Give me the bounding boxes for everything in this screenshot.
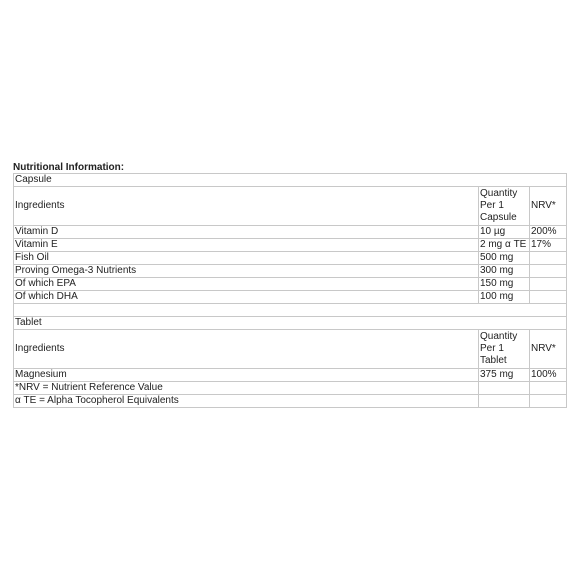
spacer-row — [14, 304, 567, 317]
section-label: Tablet — [14, 317, 567, 330]
ingredient-name: Of which EPA — [14, 278, 479, 291]
ingredient-quantity: 100 mg — [479, 291, 530, 304]
table-header-row — [14, 330, 567, 369]
ingredient-nrv — [530, 291, 567, 304]
header-quantity: Quantity Per 1 Tablet — [479, 330, 530, 369]
table-row — [14, 369, 567, 382]
ingredient-name: Magnesium — [14, 369, 479, 382]
ingredient-nrv — [530, 278, 567, 291]
table-header-row — [14, 187, 567, 226]
table-row — [14, 239, 567, 252]
header-nrv: NRV* — [530, 330, 567, 369]
ingredient-nrv — [530, 252, 567, 265]
ingredient-quantity: 2 mg α TE — [479, 239, 530, 252]
empty-cell — [530, 382, 567, 395]
ingredient-name: Of which DHA — [14, 291, 479, 304]
ingredient-name: Fish Oil — [14, 252, 479, 265]
header-quantity: Quantity Per 1 Capsule — [479, 187, 530, 226]
footnote-text: α TE = Alpha Tocopherol Equivalents — [14, 395, 479, 408]
empty-cell — [530, 395, 567, 408]
ingredient-nrv: 200% — [530, 226, 567, 239]
ingredient-quantity: 300 mg — [479, 265, 530, 278]
footnote-row — [14, 395, 567, 408]
header-nrv: NRV* — [530, 187, 567, 226]
ingredient-quantity: 150 mg — [479, 278, 530, 291]
ingredient-nrv: 100% — [530, 369, 567, 382]
ingredient-name: Vitamin E — [14, 239, 479, 252]
ingredient-name: Proving Omega-3 Nutrients — [14, 265, 479, 278]
ingredient-quantity: 10 µg — [479, 226, 530, 239]
table-row — [14, 252, 567, 265]
nutrition-table — [13, 173, 567, 408]
table-row — [14, 265, 567, 278]
ingredient-quantity: 500 mg — [479, 252, 530, 265]
spacer-cell — [14, 304, 567, 317]
section-label: Capsule — [14, 174, 567, 187]
empty-cell — [479, 395, 530, 408]
nutrition-heading: Nutritional Information: — [13, 162, 125, 173]
ingredient-nrv: 17% — [530, 239, 567, 252]
header-ingredients: Ingredients — [14, 330, 479, 369]
table-row — [14, 226, 567, 239]
header-ingredients: Ingredients — [14, 187, 479, 226]
ingredient-name: Vitamin D — [14, 226, 479, 239]
footnote-text: *NRV = Nutrient Reference Value — [14, 382, 479, 395]
empty-cell — [479, 382, 530, 395]
ingredient-nrv — [530, 265, 567, 278]
ingredient-quantity: 375 mg — [479, 369, 530, 382]
section-row-capsule — [14, 174, 567, 187]
table-row — [14, 291, 567, 304]
footnote-row — [14, 382, 567, 395]
table-row — [14, 278, 567, 291]
section-row-tablet — [14, 317, 567, 330]
